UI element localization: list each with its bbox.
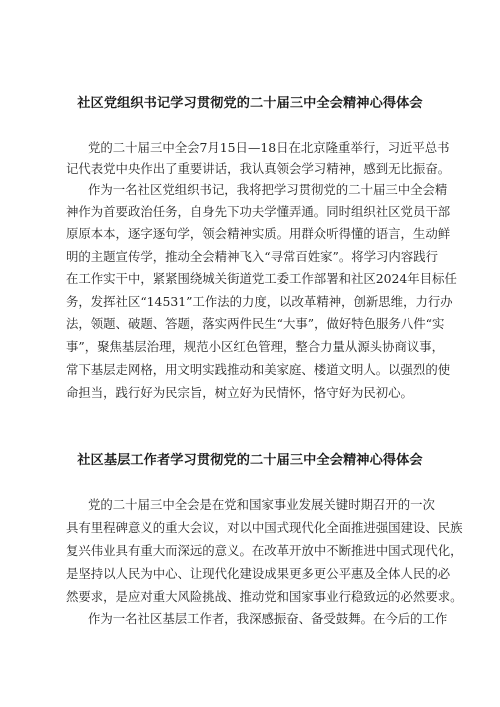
- section-1-line-10: 事”，聚焦基层治理，规范小区红色管理，整合力量从源头协商议事，: [66, 339, 445, 354]
- section-1-line-8: 务，发挥社区“14531”工作法的力度，以改革精神，创新思维，力行办: [66, 294, 453, 309]
- section-1-line-12: 命担当，践行好为民宗旨，树立好为民情怀，恪守好为民初心。: [66, 385, 413, 400]
- section-2-line-3: 复兴伟业具有重大而深远的意义。在改革开放中不断推进中国式现代化，: [66, 543, 463, 558]
- section-1-line-9: 法，领题、破题、答题，落实两件民生“大事”，做好特色服务八件“实: [66, 316, 445, 331]
- section-1-line-7: 在工作实干中，紧紧围绕城关街道党工委工作部署和社区2024年目标任: [66, 271, 457, 286]
- section-2-line-2: 具有里程碑意义的重大会议，对以中国式现代化全面推进强国建设、民族: [66, 520, 463, 535]
- section-2-line-5: 然要求，是应对重大风险挑战、推动党和国家事业行稳致远的必然要求。: [66, 589, 463, 604]
- section-2-line-1: 党的二十届三中全会是在党和国家事业发展关键时期召开的一次: [88, 497, 435, 512]
- section-1-line-11: 常下基层走网格，用文明实践推动和美家庭、楼道文明人。以强烈的使: [66, 362, 451, 377]
- section-1-line-5: 原原本本，逐字逐句学，领会精神实质。用群众听得懂的语言，生动鲜: [66, 226, 451, 241]
- section-2-line-6: 作为一名社区基层工作者，我深感振奋、备受鼓舞。在今后的工作: [88, 611, 448, 626]
- section-2-line-4: 是坚持以人民为中心、让现代化建设成果更多更公平惠及全体人民的必: [66, 566, 451, 581]
- section-1-line-3: 作为一名社区党组织书记，我将把学习贯彻党的二十届三中全会精: [88, 182, 448, 197]
- section-1-line-4: 神作为首要政治任务，自身先下功夫学懂弄通。同时组织社区党员干部: [66, 204, 451, 219]
- section-1-title: 社区党组织书记学习贯彻党的二十届三中全会精神心得体会: [77, 96, 423, 111]
- section-1-line-1: 党的二十届三中全会7月15日—18日在北京隆重举行，习近平总书: [88, 140, 450, 155]
- section-2-title: 社区基层工作者学习贯彻党的二十届三中全会精神心得体会: [77, 453, 423, 468]
- section-1-line-6: 明的主题宣传学，推动全会精神飞入“寻常百姓家”。将学习内容践行: [66, 249, 438, 264]
- section-1-line-2: 记代表党中央作出了重要讲话，我认真领会学习精神，感到无比振奋。: [66, 161, 451, 176]
